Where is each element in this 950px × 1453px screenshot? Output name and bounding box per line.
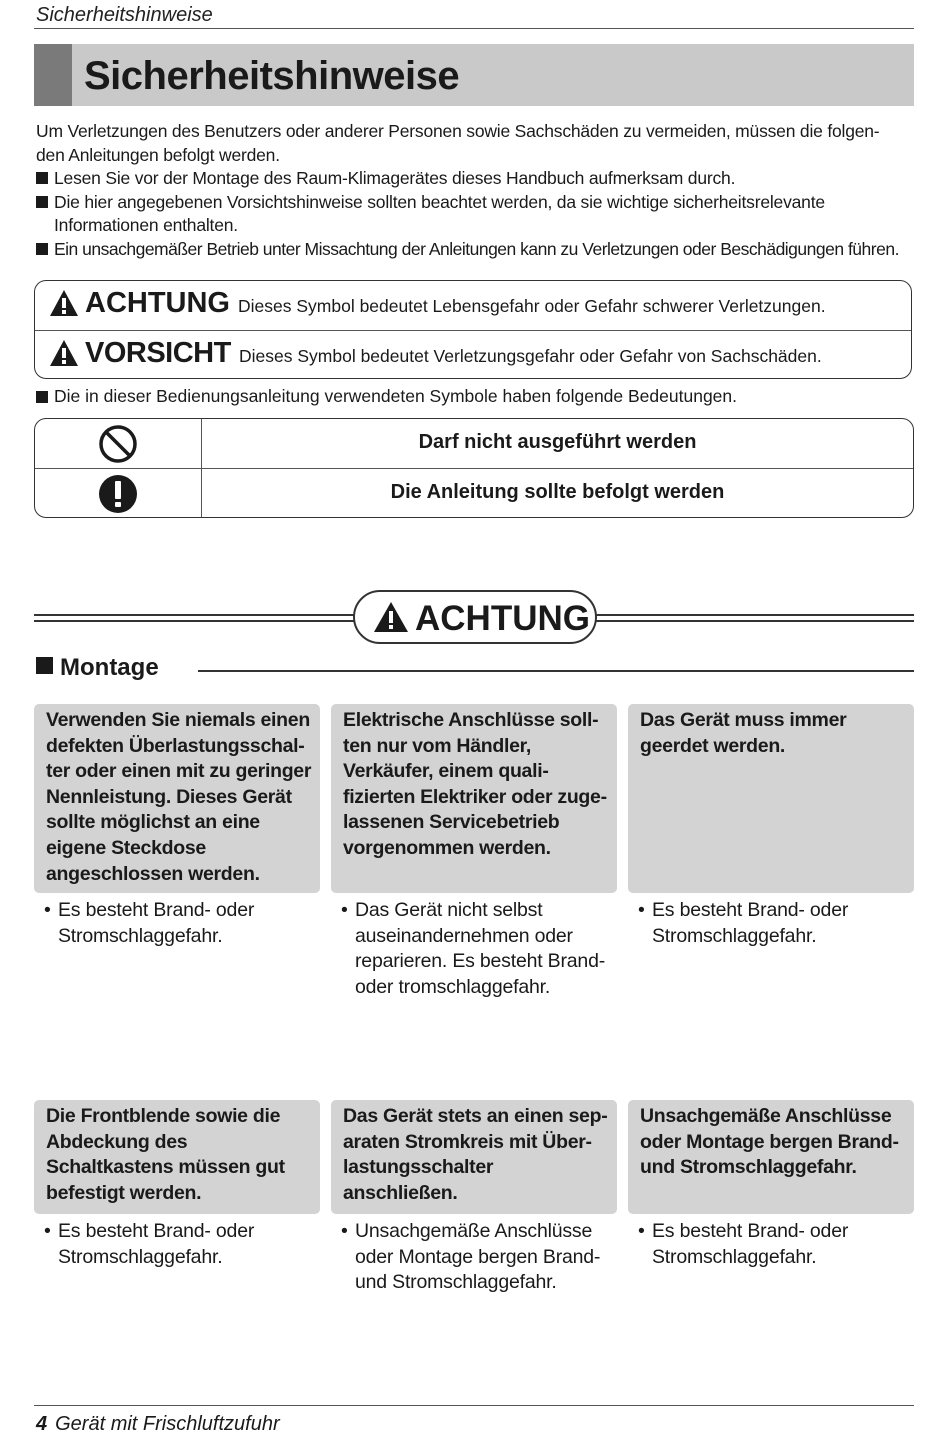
warning-card [628, 1100, 914, 1270]
card-line: araten Stromkreis mit Über- [343, 1130, 592, 1153]
note-line: Unsachgemäße Anschlüsse [355, 1220, 593, 1242]
card-line: anschließen. [343, 1181, 458, 1204]
subsection-title: Montage [60, 654, 159, 681]
running-header: Sicherheitshinweise [36, 4, 213, 26]
symbol-table [34, 418, 914, 518]
card-line: Unsachgemäße Anschlüsse [640, 1105, 892, 1127]
note-line: Es besteht Brand- oder [58, 1220, 255, 1242]
achtung-description: Dieses Symbol bedeutet Lebensgefahr oder Gefahr schwerer Verletzungen. [238, 296, 826, 316]
warning-card [34, 1100, 320, 1270]
legend-row-vorsicht [35, 331, 911, 380]
card-line: fizierten Elektriker oder zuge- [343, 785, 607, 808]
subsection-heading [36, 654, 159, 682]
intro-bullet [36, 191, 916, 238]
warning-card [331, 704, 617, 1000]
note-line: Es besteht Brand- oder [652, 1220, 849, 1242]
card-line: Verwenden Sie niemals einen [46, 709, 310, 731]
note-line: Das Gerät nicht selbst [355, 899, 543, 921]
note-line: Stromschlaggefahr. [652, 1245, 817, 1268]
table-divider [35, 468, 913, 469]
card-line: Die Frontblende sowie die [46, 1105, 281, 1127]
card-line: Schaltkastens müssen gut [46, 1156, 285, 1179]
card-line: ter oder einen mit zu geringer [46, 760, 312, 783]
section-title-bar [34, 44, 914, 106]
card-note [34, 898, 320, 949]
card-line: eigene Steckdose [46, 836, 206, 859]
symbol-meaning: Die Anleitung sollte befolgt werden [390, 481, 725, 503]
square-bullet-icon [36, 196, 48, 208]
bullet-dot-icon: • [341, 1220, 348, 1242]
vorsicht-description: Dieses Symbol bedeutet Verletzungsgefahr oder Gefahr von Sachschäden. [239, 346, 822, 366]
note-line: oder tromschlaggefahr. [355, 975, 551, 998]
section-title: Sicherheitshinweise [84, 54, 460, 98]
warning-card-box [628, 1100, 914, 1214]
warning-card-box [331, 1100, 617, 1214]
note-line: Stromschlaggefahr. [58, 1245, 223, 1268]
card-note [331, 898, 617, 1000]
square-bullet-icon [36, 172, 48, 184]
note-line: Es besteht Brand- oder [58, 899, 255, 921]
square-bullet-icon [36, 243, 48, 255]
note-line: oder Montage bergen Brand- [355, 1245, 601, 1268]
card-line: Das Gerät muss immer [640, 709, 847, 731]
card-line: und Stromschlaggefahr. [640, 1156, 857, 1179]
card-note [628, 1219, 914, 1270]
intro-line: Um Verletzungen des Benutzers oder anderer Personen sowie Sachschäden zu vermeiden, müssen die folgen- [36, 121, 880, 141]
card-line: defekten Überlastungsschal- [46, 734, 305, 757]
warning-card-box [628, 704, 914, 893]
card-line: angeschlossen werden. [46, 862, 260, 885]
card-line: Abdeckung des [46, 1130, 188, 1153]
card-line: geerdet werden. [640, 734, 786, 757]
note-line: reparieren. Es besteht Brand- [355, 950, 606, 973]
prohibited-icon [98, 424, 138, 464]
warning-triangle-icon [373, 601, 409, 633]
square-bullet-icon [36, 391, 48, 403]
note-line: Stromschlaggefahr. [58, 924, 223, 947]
symbols-note [36, 386, 950, 407]
card-line: befestigt werden. [46, 1181, 202, 1204]
card-line: lastungsschalter [343, 1156, 494, 1179]
card-line: lassenen Servicebetrieb [343, 811, 560, 834]
note-line: auseinandernehmen oder [355, 924, 573, 947]
square-bullet-icon [36, 657, 53, 674]
card-note [331, 1219, 617, 1296]
symbol-meaning: Darf nicht ausgeführt werden [418, 431, 697, 453]
bullet-dot-icon: • [638, 899, 645, 921]
intro-bullet [36, 238, 916, 262]
warning-card [628, 704, 914, 949]
footer-rule [34, 1405, 914, 1406]
card-line: sollte möglichst an eine [46, 811, 260, 834]
card-note [628, 898, 914, 949]
intro-bullet-text: Informationen enthalten. [54, 215, 238, 235]
achtung-banner [353, 590, 597, 644]
card-note [34, 1219, 320, 1270]
banner-rule [596, 620, 914, 622]
bullet-dot-icon: • [341, 899, 348, 921]
achtung-banner-label: ACHTUNG [415, 599, 590, 638]
subsection-rule [198, 670, 914, 672]
card-line: Elektrische Anschlüsse soll- [343, 709, 599, 731]
note-line: Es besteht Brand- oder [652, 899, 849, 921]
warning-card-box [331, 704, 617, 893]
intro-bullet-text: Die hier angegebenen Vorsichtshinweise sollten beachtet werden, da sie wichtige sicherheitsrelevante [54, 191, 825, 212]
banner-rule [596, 614, 914, 616]
warning-legend [34, 280, 912, 379]
caution-triangle-icon [49, 339, 79, 367]
warning-card-box [34, 1100, 320, 1214]
intro-bullet-text: Lesen Sie vor der Montage des Raum-Klimagerätes dieses Handbuch aufmerksam durch. [54, 168, 736, 188]
mandatory-icon [98, 474, 138, 514]
intro-bullet [36, 167, 916, 191]
page-footer [36, 1413, 280, 1436]
bullet-dot-icon: • [44, 899, 51, 921]
bullet-dot-icon: • [44, 1220, 51, 1242]
banner-rule [34, 620, 354, 622]
legend-row-achtung [35, 281, 911, 331]
header-rule [34, 28, 914, 29]
page-number: 4 [36, 1413, 48, 1435]
bullet-dot-icon: • [638, 1220, 645, 1242]
intro-line: den Anleitungen befolgt werden. [36, 144, 280, 165]
card-line: vorgenommen werden. [343, 836, 551, 859]
card-line: oder Montage bergen Brand- [640, 1130, 899, 1153]
card-line: Das Gerät stets an einen sep- [343, 1105, 608, 1127]
warning-card [34, 704, 320, 949]
footer-text: Gerät mit Frischluftzufuhr [55, 1413, 280, 1435]
title-accent [34, 44, 72, 106]
banner-rule [34, 614, 354, 616]
achtung-label: ACHTUNG [85, 287, 230, 319]
warning-triangle-icon [49, 289, 79, 317]
symbols-note-text: Die in dieser Bedienungsanleitung verwendeten Symbole haben folgende Bedeutungen. [54, 386, 738, 406]
warning-card-box [34, 704, 320, 893]
warning-card [331, 1100, 617, 1296]
note-line: und Stromschlaggefahr. [355, 1271, 557, 1294]
intro-text [36, 120, 916, 261]
intro-bullet-text: Ein unsachgemäßer Betrieb unter Missachtung der Anleitungen kann zu Verletzungen oder Beschädigungen führen. [54, 238, 899, 259]
card-line: ten nur vom Händler, [343, 734, 531, 757]
note-line: Stromschlaggefahr. [652, 924, 817, 947]
vorsicht-label: VORSICHT [85, 337, 231, 369]
card-line: Nennleistung. Dieses Gerät [46, 785, 292, 808]
card-line: Verkäufer, einem quali- [343, 760, 549, 783]
